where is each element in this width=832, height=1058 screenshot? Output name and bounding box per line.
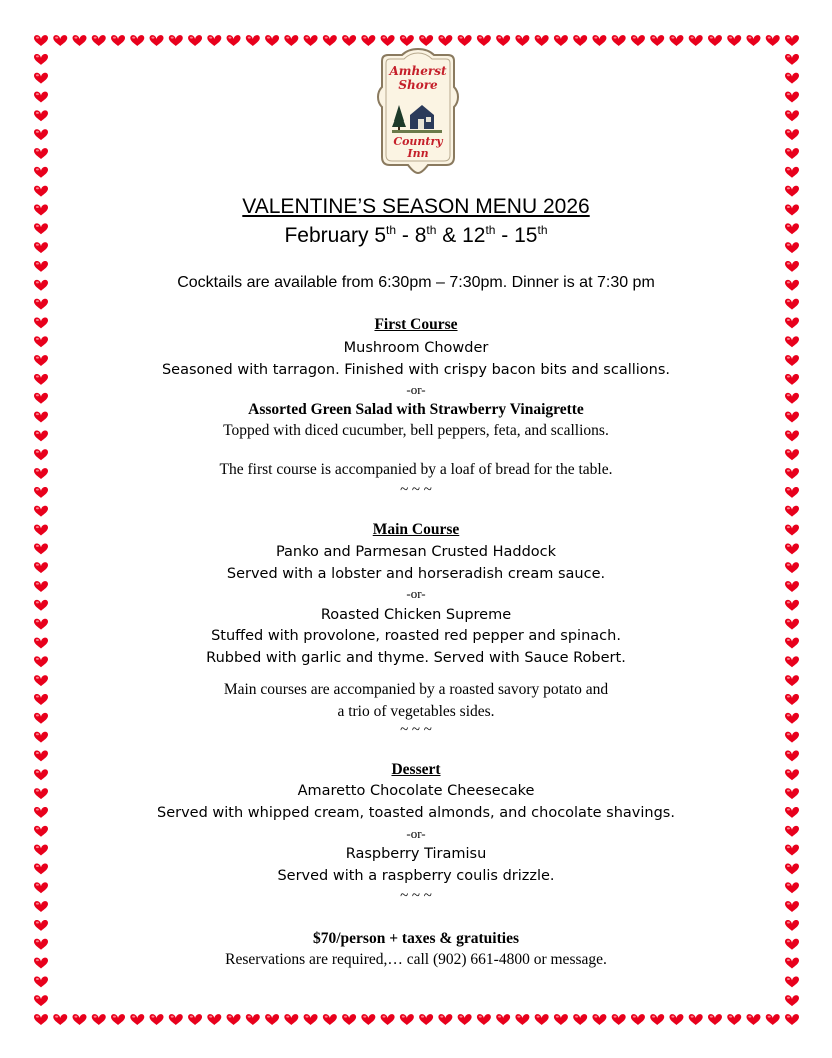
heart-icon	[669, 35, 683, 46]
heart-icon	[496, 35, 510, 46]
heart-icon	[34, 299, 48, 310]
heart-icon	[766, 35, 780, 46]
main-course-dish-1: Panko and Parmesan Crusted Haddock	[275, 544, 557, 560]
heart-icon	[111, 1014, 125, 1025]
heart-icon	[785, 1014, 799, 1025]
heart-icon	[188, 35, 202, 46]
heart-icon	[34, 751, 48, 762]
heart-icon	[34, 73, 48, 84]
dessert-dish-1: Amaretto Chocolate Cheesecake	[297, 783, 535, 799]
heart-icon	[150, 35, 164, 46]
heart-icon	[73, 1014, 87, 1025]
heart-icon	[34, 261, 48, 272]
heart-icon	[419, 1014, 433, 1025]
heart-icon	[650, 35, 664, 46]
logo-text-country: Country	[393, 135, 443, 148]
main-course-heading: Main Course	[372, 521, 460, 538]
first-course-dish-2: Assorted Green Salad with Strawberry Vinaigrette	[248, 401, 584, 418]
inn-logo	[372, 47, 464, 175]
heart-icon	[612, 35, 626, 46]
heart-icon	[169, 1014, 183, 1025]
dessert-dish-2: Raspberry Tiramisu	[345, 846, 487, 862]
heart-icon	[207, 1014, 221, 1025]
heart-icon	[785, 995, 799, 1006]
heart-icon	[53, 1014, 67, 1025]
heart-icon	[34, 129, 48, 140]
heart-icon	[246, 35, 260, 46]
date-suffix: th	[485, 223, 496, 237]
heart-icon	[73, 35, 87, 46]
menu-dates	[0, 224, 832, 248]
heart-icon	[92, 1014, 106, 1025]
date-text: February 5	[284, 224, 387, 247]
heart-icon	[535, 1014, 549, 1025]
heart-icon	[785, 167, 799, 178]
heart-icon	[727, 35, 741, 46]
heart-icon	[515, 35, 529, 46]
heart-icon	[361, 35, 375, 46]
heart-icon	[34, 995, 48, 1006]
dessert-heading: Dessert	[391, 761, 441, 778]
heart-icon	[785, 54, 799, 65]
heart-icon	[34, 506, 48, 517]
heart-icon	[785, 148, 799, 159]
first-course-dish-1-desc: Seasoned with tarragon. Finished with crispy bacon bits and scallions.	[161, 362, 671, 378]
dessert-dish-2-desc: Served with a raspberry coulis drizzle.	[277, 868, 555, 884]
heart-icon	[419, 35, 433, 46]
first-course-dish-1: Mushroom Chowder	[343, 340, 489, 356]
logo-text-shore: Shore	[398, 78, 438, 92]
heart-icon	[515, 1014, 529, 1025]
heart-icon	[708, 35, 722, 46]
first-course-note: The first course is accompanied by a loaf of bread for the table.	[219, 461, 613, 478]
heart-icon	[111, 35, 125, 46]
heart-icon	[342, 35, 356, 46]
course-divider: ~ ~ ~	[400, 888, 432, 904]
heart-icon	[458, 35, 472, 46]
heart-icon	[477, 35, 491, 46]
main-course-dish-2: Roasted Chicken Supreme	[320, 607, 512, 623]
heart-icon	[265, 35, 279, 46]
heart-icon	[304, 35, 318, 46]
logo-text-amherst: Amherst	[389, 64, 447, 78]
logo-text-inn: Inn	[407, 147, 429, 160]
heart-icon	[785, 751, 799, 762]
main-course-dish-1-desc: Served with a lobster and horseradish cream sauce.	[226, 566, 606, 582]
price-line: $70/person + taxes & gratuities	[312, 930, 519, 947]
heart-icon	[785, 110, 799, 121]
heart-icon	[92, 35, 106, 46]
date-text: & 12	[436, 224, 486, 247]
heart-icon	[650, 1014, 664, 1025]
heart-icon	[592, 1014, 606, 1025]
date-suffix: th	[537, 223, 548, 237]
heart-icon	[381, 35, 395, 46]
reservations-line: Reservations are required,… call (902) 661-4800 or message.	[225, 951, 607, 968]
main-course-dish-2-desc-1: Stuffed with provolone, roasted red pepper and spinach.	[211, 628, 621, 644]
hours-line: Cocktails are available from 6:30pm – 7:30pm. Dinner is at 7:30 pm	[177, 274, 655, 291]
heart-icon	[34, 35, 48, 46]
heart-icon	[284, 35, 298, 46]
heart-icon	[631, 35, 645, 46]
heart-icon	[785, 129, 799, 140]
heart-icon	[400, 35, 414, 46]
heart-icon	[496, 1014, 510, 1025]
heart-icon	[477, 1014, 491, 1025]
heart-icon	[284, 1014, 298, 1025]
heart-icon	[130, 1014, 144, 1025]
heart-icon	[34, 1014, 48, 1025]
or-separator: -or-	[406, 382, 426, 397]
heart-icon	[34, 92, 48, 103]
heart-icon	[689, 35, 703, 46]
heart-icon	[227, 1014, 241, 1025]
heart-icon	[785, 506, 799, 517]
heart-icon	[188, 1014, 202, 1025]
heart-icon	[53, 35, 67, 46]
heart-icon	[34, 976, 48, 987]
heart-icon	[785, 449, 799, 460]
heart-icon	[785, 976, 799, 987]
date-suffix: th	[386, 223, 397, 237]
heart-icon	[785, 73, 799, 84]
heart-icon	[766, 1014, 780, 1025]
heart-icon	[785, 92, 799, 103]
first-course-heading: First Course	[374, 316, 458, 333]
heart-icon	[246, 1014, 260, 1025]
heart-icon	[708, 1014, 722, 1025]
heart-icon	[438, 35, 452, 46]
heart-icon	[400, 1014, 414, 1025]
heart-icon	[34, 148, 48, 159]
heart-icon	[612, 1014, 626, 1025]
heart-icon	[323, 35, 337, 46]
heart-icon	[785, 261, 799, 272]
heart-icon	[746, 1014, 760, 1025]
date-suffix: th	[426, 223, 437, 237]
heart-icon	[34, 449, 48, 460]
or-separator: -or-	[406, 826, 426, 841]
first-course-dish-2-desc: Topped with diced cucumber, bell peppers, feta, and scallions.	[223, 422, 609, 439]
heart-icon	[227, 35, 241, 46]
course-divider: ~ ~ ~	[400, 482, 432, 498]
heart-icon	[573, 1014, 587, 1025]
heart-icon	[631, 1014, 645, 1025]
heart-icon	[573, 35, 587, 46]
heart-icon	[785, 35, 799, 46]
heart-icon	[727, 1014, 741, 1025]
heart-icon	[535, 35, 549, 46]
heart-icon	[130, 35, 144, 46]
dessert-dish-1-desc: Served with whipped cream, toasted almonds, and chocolate shavings.	[157, 805, 675, 821]
heart-icon	[34, 167, 48, 178]
heart-icon	[169, 35, 183, 46]
heart-icon	[438, 1014, 452, 1025]
main-course-dish-2-desc-2: Rubbed with garlic and thyme. Served with Sauce Robert.	[206, 650, 626, 666]
course-divider: ~ ~ ~	[400, 722, 432, 738]
heart-icon	[342, 1014, 356, 1025]
menu-title: VALENTINE’S SEASON MENU 2026	[242, 195, 590, 218]
heart-icon	[554, 1014, 568, 1025]
heart-icon	[304, 1014, 318, 1025]
heart-icon	[381, 1014, 395, 1025]
heart-icon	[746, 35, 760, 46]
main-course-note-2: a trio of vegetables sides.	[337, 703, 495, 720]
heart-icon	[554, 35, 568, 46]
heart-icon	[265, 1014, 279, 1025]
heart-icon	[361, 1014, 375, 1025]
heart-icon	[785, 299, 799, 310]
heart-icon	[669, 1014, 683, 1025]
date-text: - 8	[396, 224, 427, 247]
heart-icon	[34, 110, 48, 121]
or-separator: -or-	[406, 586, 426, 601]
heart-icon	[458, 1014, 472, 1025]
date-text: - 15	[495, 224, 538, 247]
heart-icon	[592, 35, 606, 46]
heart-icon	[34, 54, 48, 65]
heart-icon	[150, 1014, 164, 1025]
heart-icon	[207, 35, 221, 46]
heart-icon	[689, 1014, 703, 1025]
main-course-note-1: Main courses are accompanied by a roasted savory potato and	[223, 681, 609, 698]
heart-icon	[323, 1014, 337, 1025]
